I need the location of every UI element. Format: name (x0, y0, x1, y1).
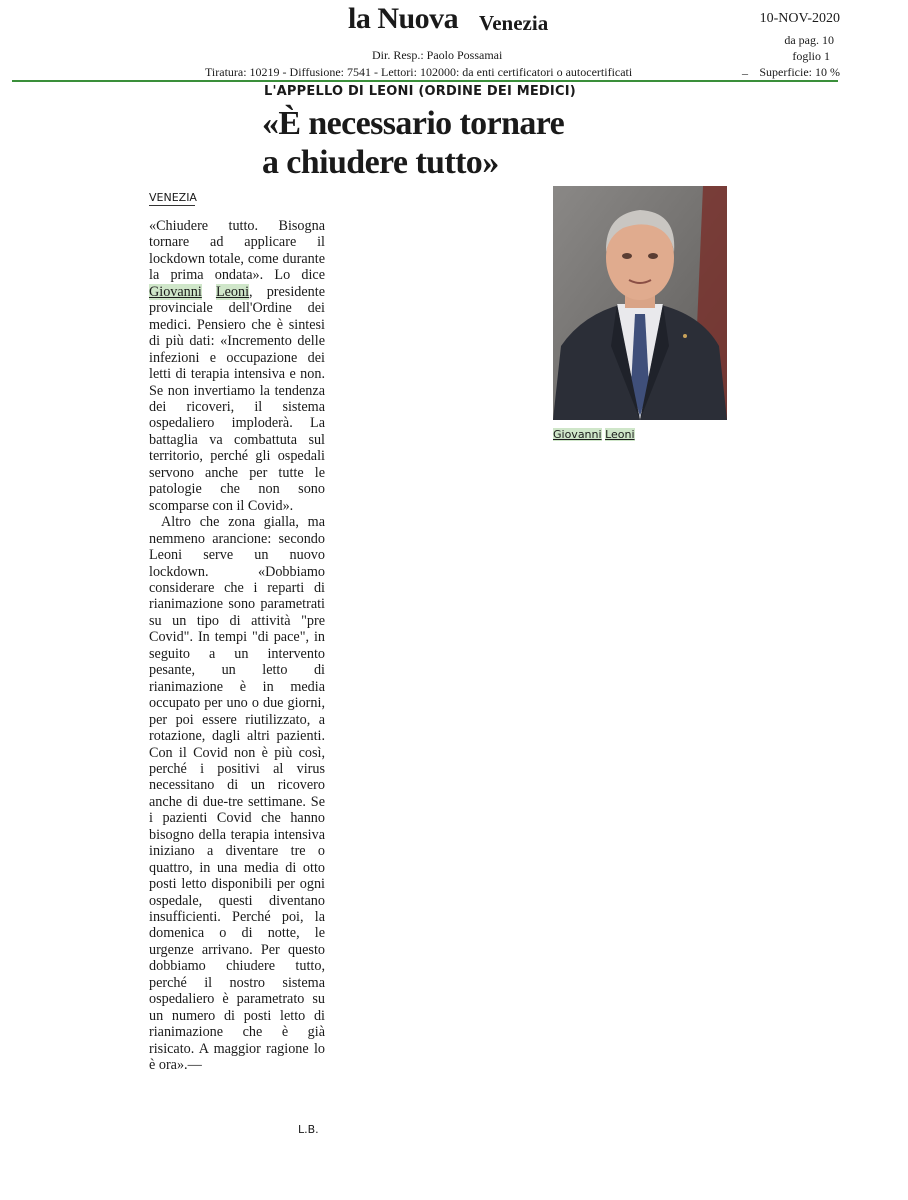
masthead-title: la Nuova (348, 2, 459, 35)
editor-in-chief: Dir. Resp.: Paolo Possamai (372, 48, 503, 62)
article-headline (262, 104, 682, 182)
publication-date: 10-NOV-2020 (759, 11, 840, 26)
paragraph-2: Altro che zona gialla, ma nemmeno arancione: secondo Leoni serve un nuovo lockdown. «Dobbiamo considerare che i reparti di rianimazione sono parametrati su un tipo di attività "pre Covid". In tempi "di pace", in seguito a un intervento pesante, un letto di rianimazione è in media occupato per uno o due giorni, per poi essere riutilizzato, a rotazione, dagli altri pazienti. Con il Covid non è più così, perché i positivi al virus necessitano di un ricovero anche di due-tre settimane. Se i pazienti Covid che hanno bisogno della terapia intensiva iniziano a diventare tre o quattro, in una media di otto posti letto disponibili per ogni ospedale, questi diventano insufficienti. Perché poi, la domenica o di notte, le urgenze arrivano. Per questo dobbiamo chiudere tutto, perché il nostro sistema ospedaliero è parametrato su un numero di posti letto di rianimazione che è già risicato. A maggior ragione lo è ora».— (149, 514, 325, 1074)
dateline-underline (149, 205, 195, 206)
sheet-number: foglio 1 (792, 49, 830, 63)
headline-line-1: «È necessario tornare (262, 105, 565, 142)
article-body (149, 218, 325, 1074)
paragraph-1: «Chiudere tutto. Bisogna tornare ad applicare il lockdown totale, come durante la prima ondata». Lo dice Giovanni Leoni, presidente provinciale dell'Ordine dei medici. Pensiero che è sintesi di più dati: «Incremento delle infezioni e occupazione dei letti di terapia intensiva e non. Se non invertiamo la tendenza dei ricoveri, il sistema ospedaliero imploderà. La battaglia va combattuta sul territorio, perché gli ospedali servono anche per tutte le patologie che non sono scomparse con il Covid». (149, 218, 325, 514)
circulation-info: Tiratura: 10219 - Diffusione: 7541 - Lettori: 102000: da enti certificatori o autocertificati (205, 65, 633, 79)
article-kicker: L'APPELLO DI LEONI (ORDINE DEI MEDICI) (264, 84, 576, 99)
portrait-illustration (553, 186, 727, 420)
caption-name-giovanni: Giovanni (553, 428, 602, 441)
caption-name-leoni: Leoni (605, 428, 635, 441)
surface-info: Superficie: 10 % (759, 65, 840, 79)
portrait-photo (553, 186, 727, 420)
masthead-edition: Venezia (479, 11, 549, 35)
page-reference: da pag. 10 (784, 33, 834, 47)
article-dateline: VENEZIA (149, 191, 197, 204)
highlighted-name-giovanni: Giovanni (149, 283, 202, 300)
highlighted-name-leoni: Leoni (215, 283, 250, 300)
surface-marker: _ (742, 62, 748, 76)
headline-line-2: a chiudere tutto» (262, 144, 499, 181)
article-byline: L.B. (298, 1123, 319, 1136)
header-divider (12, 80, 838, 82)
photo-caption (553, 428, 635, 441)
